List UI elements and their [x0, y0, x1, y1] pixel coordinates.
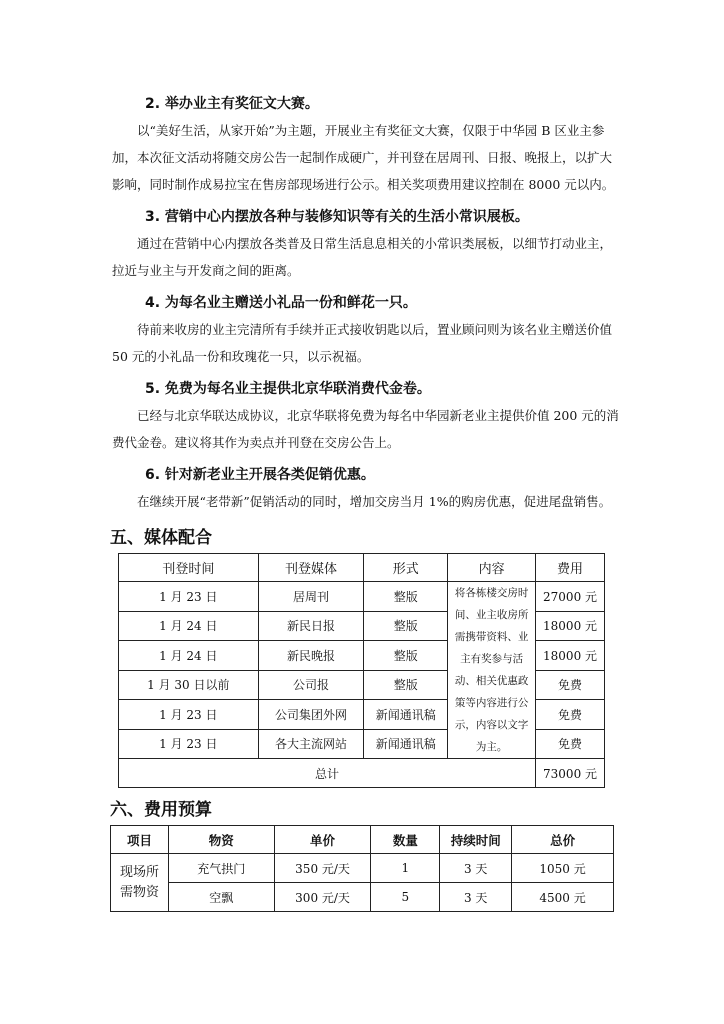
- section-5-line-2: 费代金卷。建议将其作为卖点并刊登在交房公告上。: [112, 435, 400, 450]
- media-header-content: 内容: [448, 554, 536, 582]
- media-cost: 免费: [536, 700, 605, 730]
- media-total-value: 73000 元: [536, 759, 605, 788]
- budget-total: 1050 元: [512, 854, 614, 883]
- media-cost: 18000 元: [536, 611, 605, 641]
- budget-qty: 5: [371, 883, 440, 912]
- section-2-line-1: 以“美好生活，从家开始”为主题，开展业主有奖征文大赛，仅限于中华园 B 区业主参: [137, 123, 605, 138]
- section-6-line-1: 在继续开展“老带新”促销活动的同时，增加交房当月 1%的购房优惠，促进尾盘销售。: [137, 494, 612, 509]
- section-5-line-1: 已经与北京华联达成协议，北京华联将免费为每名中华园新老业主提供价值 200 元的消: [137, 408, 619, 423]
- media-total-label: 总计: [119, 759, 536, 788]
- media-header-cost: 费用: [536, 554, 605, 582]
- budget-header-price: 单价: [274, 826, 371, 854]
- section-4-line-1: 待前来收房的业主完清所有手续并正式接收钥匙以后，置业顾问则为该名业主赠送价值: [137, 322, 613, 337]
- media-outlet: 公司集团外网: [258, 700, 364, 730]
- section-3-line-1: 通过在营销中心内摆放各类普及日常生活息息相关的小常识类展板，以细节打动业主，: [137, 236, 613, 251]
- budget-price: 300 元/天: [274, 883, 371, 912]
- budget-duration: 3 天: [440, 883, 512, 912]
- media-header-form: 形式: [364, 554, 448, 582]
- media-outlet: 居周刊: [258, 582, 364, 612]
- section-3-line-2: 拉近与业主与开发商之间的距离。: [112, 263, 300, 278]
- media-outlet: 新民晚报: [258, 641, 364, 671]
- media-date: 1 月 23 日: [119, 700, 259, 730]
- budget-table-header: [111, 826, 614, 854]
- section-3-heading: 3. 营销中心内摆放各种与装修知识等有关的生活小常识展板。: [145, 209, 529, 225]
- budget-duration: 3 天: [440, 854, 512, 883]
- media-outlet: 公司报: [258, 670, 364, 700]
- media-form: 整版: [364, 670, 448, 700]
- section-5-heading: 5. 免费为每名业主提供北京华联消费代金卷。: [145, 381, 431, 397]
- section-2-heading: 2. 举办业主有奖征文大赛。: [145, 96, 319, 112]
- section-3-body: [112, 230, 618, 284]
- section-4-line-2: 50 元的小礼品一份和玫瑰花一只，以示祝福。: [112, 349, 370, 364]
- budget-header-category: 项目: [111, 826, 169, 854]
- media-cost: 18000 元: [536, 641, 605, 671]
- budget-header-qty: 数量: [371, 826, 440, 854]
- section-4-body: [112, 316, 618, 370]
- media-table: [118, 553, 605, 788]
- section-2-line-2: 加，本次征文活动将随交房公告一起制作成硬广，并刊登在居周刊、日报、晚报上，以扩大: [112, 150, 613, 165]
- media-outlet: 新民日报: [258, 611, 364, 641]
- media-form: 整版: [364, 641, 448, 671]
- media-cost: 27000 元: [536, 582, 605, 612]
- budget-item: 空飘: [168, 883, 274, 912]
- table-row: [119, 582, 605, 612]
- budget-total: 4500 元: [512, 883, 614, 912]
- media-form: 整版: [364, 611, 448, 641]
- section-6-heading: 6. 针对新老业主开展各类促销优惠。: [145, 467, 375, 483]
- media-total-row: [119, 759, 605, 788]
- media-date: 1 月 23 日: [119, 582, 259, 612]
- budget-section-title: 六、费用预算: [110, 800, 212, 820]
- media-date: 1 月 24 日: [119, 611, 259, 641]
- media-form: 整版: [364, 582, 448, 612]
- section-4-heading: 4. 为每名业主赠送小礼品一份和鲜花一只。: [145, 295, 417, 311]
- budget-header-total: 总价: [512, 826, 614, 854]
- media-header-date: 刊登时间: [119, 554, 259, 582]
- budget-category: 现场所需物资: [111, 854, 169, 912]
- media-cost: 免费: [536, 670, 605, 700]
- section-2-line-3: 影响，同时制作成易拉宝在售房部现场进行公示。相关奖项费用建议控制在 8000 元以内。: [112, 177, 615, 192]
- media-cost: 免费: [536, 729, 605, 759]
- media-form: 新闻通讯稿: [364, 700, 448, 730]
- media-header-media: 刊登媒体: [258, 554, 364, 582]
- media-content: 将各栋楼交房时间、业主收房所需携带资料、业主有奖参与活动、相关优惠政策等内容进行公示，内容以文字为主。: [448, 582, 536, 759]
- section-2-body: [112, 117, 618, 198]
- budget-item: 充气拱门: [168, 854, 274, 883]
- budget-header-item: 物资: [168, 826, 274, 854]
- media-date: 1 月 23 日: [119, 729, 259, 759]
- section-5-body: [112, 402, 618, 456]
- budget-price: 350 元/天: [274, 854, 371, 883]
- media-date: 1 月 24 日: [119, 641, 259, 671]
- media-form: 新闻通讯稿: [364, 729, 448, 759]
- budget-header-duration: 持续时间: [440, 826, 512, 854]
- budget-qty: 1: [371, 854, 440, 883]
- section-6-body: [112, 488, 618, 515]
- table-row: [111, 854, 614, 883]
- media-date: 1 月 30 日以前: [119, 670, 259, 700]
- media-outlet: 各大主流网站: [258, 729, 364, 759]
- budget-table: [110, 825, 614, 912]
- media-table-header: [119, 554, 605, 582]
- media-section-title: 五、媒体配合: [110, 528, 212, 548]
- table-row: [111, 883, 614, 912]
